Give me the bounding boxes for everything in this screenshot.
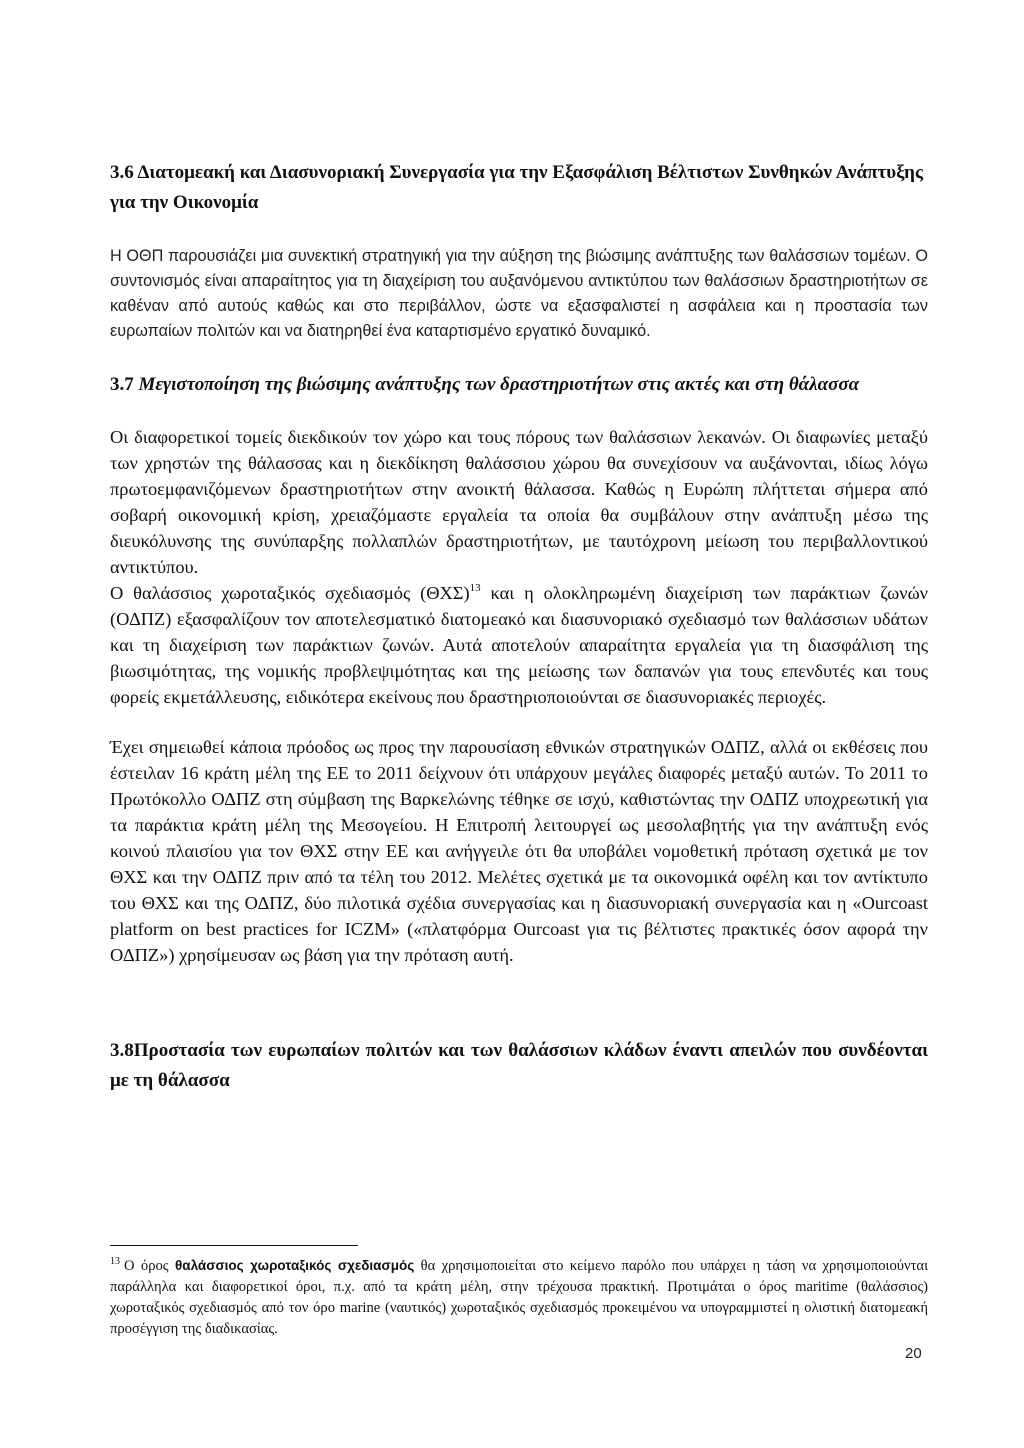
footnote-separator [110, 1245, 358, 1246]
section-3-7-paragraph-2-start: Ο θαλάσσιος χωροταξικός σχεδιασμός (ΘΧΣ) [110, 583, 470, 603]
document-body [110, 158, 928, 1096]
section-3-7-paragraph-1-text: Οι διαφορετικοί τομείς διεκδικούν τον χώρο και τους πόρους των θαλάσσιων λεκανών. Οι διαφωνίες μεταξύ των χρηστών της θάλασσας και η διεκδίκηση θαλάσσιου χώρου θα συνεχίσουν να αυξάνονται, ιδίως λόγω πρωτοεμφανιζόμενων δραστηριοτήτων στην ανοικτή θάλασσα. Καθώς η Ευρώπη πλήττεται σήμερα από σοβαρή οικονομική κρίση, χρειαζόμαστε εργαλεία τα οποία θα συμβάλουν στην ανάπτυξη μέσω της διευκόλυνσης της συνύπαρξης πολλαπλών δραστηριοτήτων, με ταυτόχρονη μείωση του περιβαλλοντικού αντικτύπου. [110, 427, 928, 577]
footnote-13-text-end: θα χρησιμοποιείται στο κείμενο παρόλο που υπάρχει η τάση να χρησιμοποιούνται παράλληλα και διαφορετικοί όροι, π.χ. από τα κράτη μέλη, στην τρέχουσα πρακτική. Προτιμάται ο όρος maritime (θαλάσσιος) χωροταξικός σχεδιασμός από τον όρο marine (ναυτικός) χωροταξικός σχεδιασμός προκειμένου να υπογραμμιστεί η ολιστική διατομεακή προσέγγιση της διαδικασίας. [110, 1258, 929, 1337]
section-3-6-heading [110, 158, 928, 218]
footnote-13-bold-term: θαλάσσιος χωροταξικός σχεδιασμός [174, 1258, 415, 1273]
section-3-7-heading [110, 370, 928, 400]
section-3-7-paragraph-2 [110, 580, 928, 710]
page-number: 20 [905, 1345, 922, 1362]
section-3-7-number: 3.7 [110, 374, 134, 395]
footnote-reference-13[interactable]: 13 [469, 582, 481, 594]
section-3-6-paragraph [110, 244, 928, 344]
section-3-7-paragraph-2-end: και η ολοκληρωμένη διαχείριση των παράκτιων ζωνών (ΟΔΠΖ) εξασφαλίζουν τον αποτελεσματικό διατομεακό και διασυνοριακό σχεδιασμό των θαλάσσιων υδάτων και τη διαχείριση των παράκτιων ζωνών. Αυτά αποτελούν απαραίτητα εργαλεία για τη διασφάλιση της βιωσιμότητας, της νομικής προβλεψιμότητας και της μείωσης των δαπανών για τους επενδυτές και τους φορείς εκμετάλλευσης, ειδικότερα εκείνους που δραστηριοποιούνται σε διασυνοριακές περιοχές. [110, 583, 928, 707]
section-3-8-heading [110, 1036, 928, 1096]
section-3-7-paragraph-3-text: Έχει σημειωθεί κάποια πρόοδος ως προς την παρουσίαση εθνικών στρατηγικών ΟΔΠΖ, αλλά οι εκθέσεις που έστειλαν 16 κράτη μέλη της ΕΕ το 2011 δείχνουν ότι υπάρχουν μεγάλες διαφορές μεταξύ αυτών. Το 2011 το Πρωτόκολλο ΟΔΠΖ στη σύμβαση της Βαρκελώνης τέθηκε σε ισχύ, καθιστώντας την ΟΔΠΖ υποχρεωτική για τα παράκτια κράτη μέλη της Μεσογείου. Η Επιτροπή λειτουργεί ως μεσολαβητής για την ανάπτυξη ενός κοινού πλαισίου για τον ΘΧΣ στην ΕΕ και ανήγγειλε ότι θα υποβάλει νομοθετική πρόταση σχετικά με τον ΘΧΣ και την ΟΔΠΖ πριν από τα τέλη του 2012. Μελέτες σχετικά με τα οικονομικά οφέλη και τον αντίκτυπο του ΘΧΣ και της ΟΔΠΖ, δύο πιλοτικά σχέδια συνεργασίας και η διασυνοριακή συνεργασία και η «Ourcoast platform on best practices for ICZM» («πλατφόρμα Ourcoast για τις βέλτιστες πρακτικές όσον αφορά την ΟΔΠΖ») χρησίμευσαν ως βάση για την πρόταση αυτή. [110, 737, 928, 965]
section-3-7-paragraph-1 [110, 424, 928, 580]
footnotes [110, 1255, 928, 1340]
section-3-7-paragraph-3 [110, 734, 928, 968]
footnote-13-text-start: Ο όρος [124, 1258, 175, 1274]
section-3-6-paragraph-text: Η ΟΘΠ παρουσιάζει μια συνεκτική στρατηγική για την αύξηση της βιώσιμης ανάπτυξης των θαλάσσιων τομέων. Ο συντονισμός είναι απαραίτητος για τη διαχείριση του αυξανόμενου αντικτύπου των θαλάσσιων δραστηριοτήτων σε καθέναν από αυτούς καθώς και στο περιβάλλον, ώστε να εξασφαλιστεί η ασφάλεια και η προστασία των ευρωπαίων πολιτών και να διατηρηθεί ένα καταρτισμένο εργατικό δυναμικό. [110, 247, 928, 340]
footnote-13 [110, 1255, 928, 1340]
footnote-13-number: 13 [110, 1256, 120, 1267]
section-3-6-heading-text: 3.6 Διατομεακή και Διασυνοριακή Συνεργασία για την Εξασφάλιση Βέλτιστων Συνθηκών Ανάπτυξης για την Οικονομία [110, 162, 923, 213]
section-3-8-heading-text: 3.8Προστασία των ευρωπαίων πολιτών και των θαλάσσιων κλάδων έναντι απειλών που συνδέονται με τη θάλασσα [110, 1040, 928, 1091]
section-3-7-title: Μεγιστοποίηση της βιώσιμης ανάπτυξης των δραστηριοτήτων στις ακτές και στη θάλασσα [138, 374, 860, 395]
